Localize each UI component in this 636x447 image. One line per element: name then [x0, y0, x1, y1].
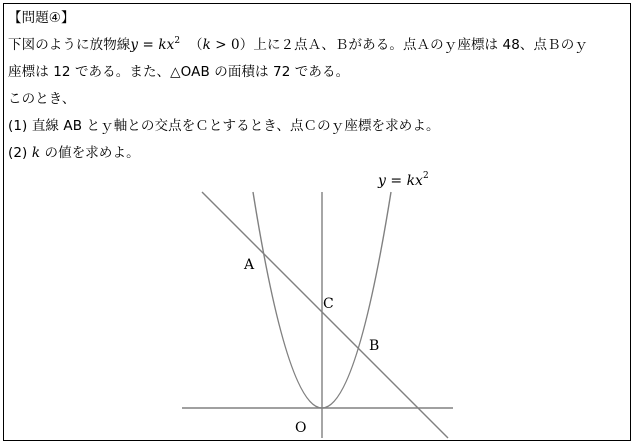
parabola-formula: $y = kx^2$	[130, 36, 181, 53]
line-ab	[202, 192, 448, 438]
problem-line-1: 下図のように放物線$y = kx^2$ （k > 0）上に２点Ａ、Ｂがある。点Ａのｙ座標は 48、点Ｂのｙ	[8, 36, 588, 53]
problem-line-2: 座標は 12 である。また、△OAB の面積は 72 である。	[8, 64, 350, 80]
parabola-label: $y = kx^2$	[378, 171, 429, 189]
question-1: (1) 直線 AB とｙ軸との交点をＣとするとき、点Ｃのｙ座標を求めよ。	[8, 118, 440, 134]
point-b-label: B	[369, 338, 380, 354]
problem-line-3: このとき、	[8, 91, 76, 107]
point-c-label: C	[323, 296, 334, 312]
k-condition: k > 0	[202, 37, 240, 53]
point-a-label: A	[244, 257, 255, 273]
point-o-label: O	[295, 420, 307, 436]
problem-heading: 【問題④】	[8, 10, 75, 26]
question-2: (2) k の値を求めよ。	[8, 145, 140, 161]
